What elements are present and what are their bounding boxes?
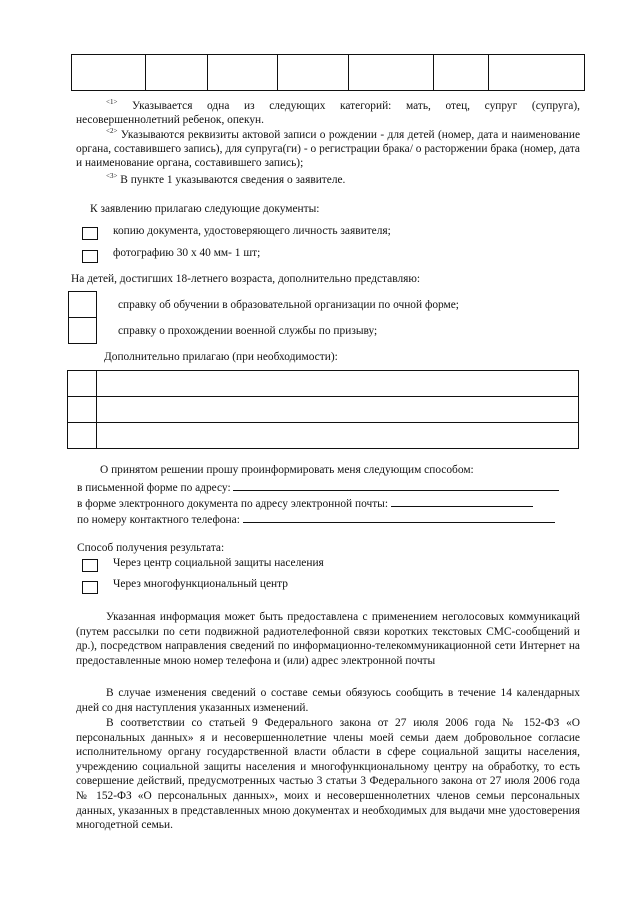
table-row [68,371,579,397]
additional-document-cell[interactable] [97,423,579,449]
additional-documents-table [67,370,579,449]
table-cell [278,55,349,91]
notify-phone-label: по номеру контактного телефона: [77,514,240,526]
notify-mail-label: в письменной форме по адресу: [77,482,231,494]
personal-data-consent-paragraph: В соответствии со статьей 9 Федерального закона от 27 июля 2006 года № 152-ФЗ «О персональных данных» я и несовершеннолетние члены моей семьи даем добровольное согласие исполнительному органу государственной власти области в сфере социальной защиты населения, учреждению социальной защиты населения и многофункциональному центру на обработку, то есть совершение действий, предусмотренных частью 3 статьи 3 Федерального закона от 27 июля 2006 года № 152-ФЗ «О персональных данных», моих и несовершеннолетних членов семьи персональных данных, указанных в представленных мною документах и необходимых для выдачи мне удостоверения многодетной семьи. [76,717,580,832]
table-cell [72,55,146,91]
table-row [72,55,585,91]
table-cell [349,55,434,91]
table-cell [489,55,585,91]
result-heading: Способ получения результата: [77,542,225,554]
table-cell [208,55,278,91]
result-csz-label: Через центр социальной защиты населения [113,557,324,569]
notify-mail-field[interactable] [233,479,559,491]
table-row [68,397,579,423]
additional-heading: Дополнительно прилагаю (при необходимости): [104,351,338,363]
table-cell [434,55,489,91]
military-certificate-label: справку о прохождении военной службы по призыву; [118,325,378,337]
notify-mail-row [77,479,559,495]
attach-id-checkbox[interactable] [82,227,98,240]
study-certificate-label: справку об обучении в образовательной организации по очной форме; [118,299,459,311]
result-csz-checkbox[interactable] [82,559,98,572]
family-change-paragraph: В случае изменения сведений о составе семьи обязуюсь сообщить в течение 14 календарных дней со дня наступления указанных изменений. [76,687,580,714]
additional-checkbox-cell[interactable] [68,423,97,449]
additional-document-cell[interactable] [97,371,579,397]
notify-email-row [77,495,533,511]
footnote-2-mark: <2> [106,127,118,135]
notify-email-field[interactable] [391,495,533,507]
table-row [68,423,579,449]
attach-photo-checkbox[interactable] [82,250,98,263]
footnote-2 [76,124,580,170]
notify-phone-row [77,511,555,527]
military-certificate-checkbox[interactable] [68,317,97,344]
family-members-table [71,54,585,91]
footnote-3-text: В пункте 1 указываются сведения о заявителе. [120,174,346,186]
attachments-heading: К заявлению прилагаю следующие документы: [90,203,320,215]
additional-checkbox-cell[interactable] [68,397,97,423]
notify-phone-field[interactable] [243,511,555,523]
table-cell [146,55,208,91]
footnote-1-text: Указывается одна из следующих категорий: мать, отец, супруг (супруга), несовершеннолетний ребенок, опекун. [76,100,580,126]
study-certificate-checkbox[interactable] [68,291,97,318]
notice-paragraph: Указанная информация может быть предоставлена с применением неголосовых коммуникаций (путем рассылки по сети подвижной радиотелефонной связи коротких текстовых СМС-сообщений и др.), посредством направления сведений по информационно-телекоммуникационной сети Интернет на предоставленные мною номер телефона и (или) адрес электронной почты [76,611,580,667]
notify-heading: О принятом решении прошу проинформировать меня следующим способом: [100,464,474,476]
attach-photo-label: фотографию 30 х 40 мм- 1 шт; [113,247,261,259]
attach-id-label: копию документа, удостоверяющего личность заявителя; [113,225,391,237]
result-mfc-checkbox[interactable] [82,581,98,594]
footnote-1-mark: <1> [106,98,118,106]
footnote-1 [76,95,580,127]
footnote-3-mark: <3> [106,172,118,180]
footnote-2-text: Указываются реквизиты актовой записи о рождении - для детей (номер, дата и наименование органа, составившего запись), для супруга(ги) - о регистрации брака/ о расторжении брака (номер, дата и наименование органа, составившего запись); [76,129,580,169]
result-mfc-label: Через многофункциональный центр [113,578,288,590]
footnote-3 [106,169,580,187]
additional-document-cell[interactable] [97,397,579,423]
children18-heading: На детей, достигших 18-летнего возраста, дополнительно представляю: [71,273,421,285]
notify-email-label: в форме электронного документа по адресу электронной почты: [77,498,388,510]
additional-checkbox-cell[interactable] [68,371,97,397]
